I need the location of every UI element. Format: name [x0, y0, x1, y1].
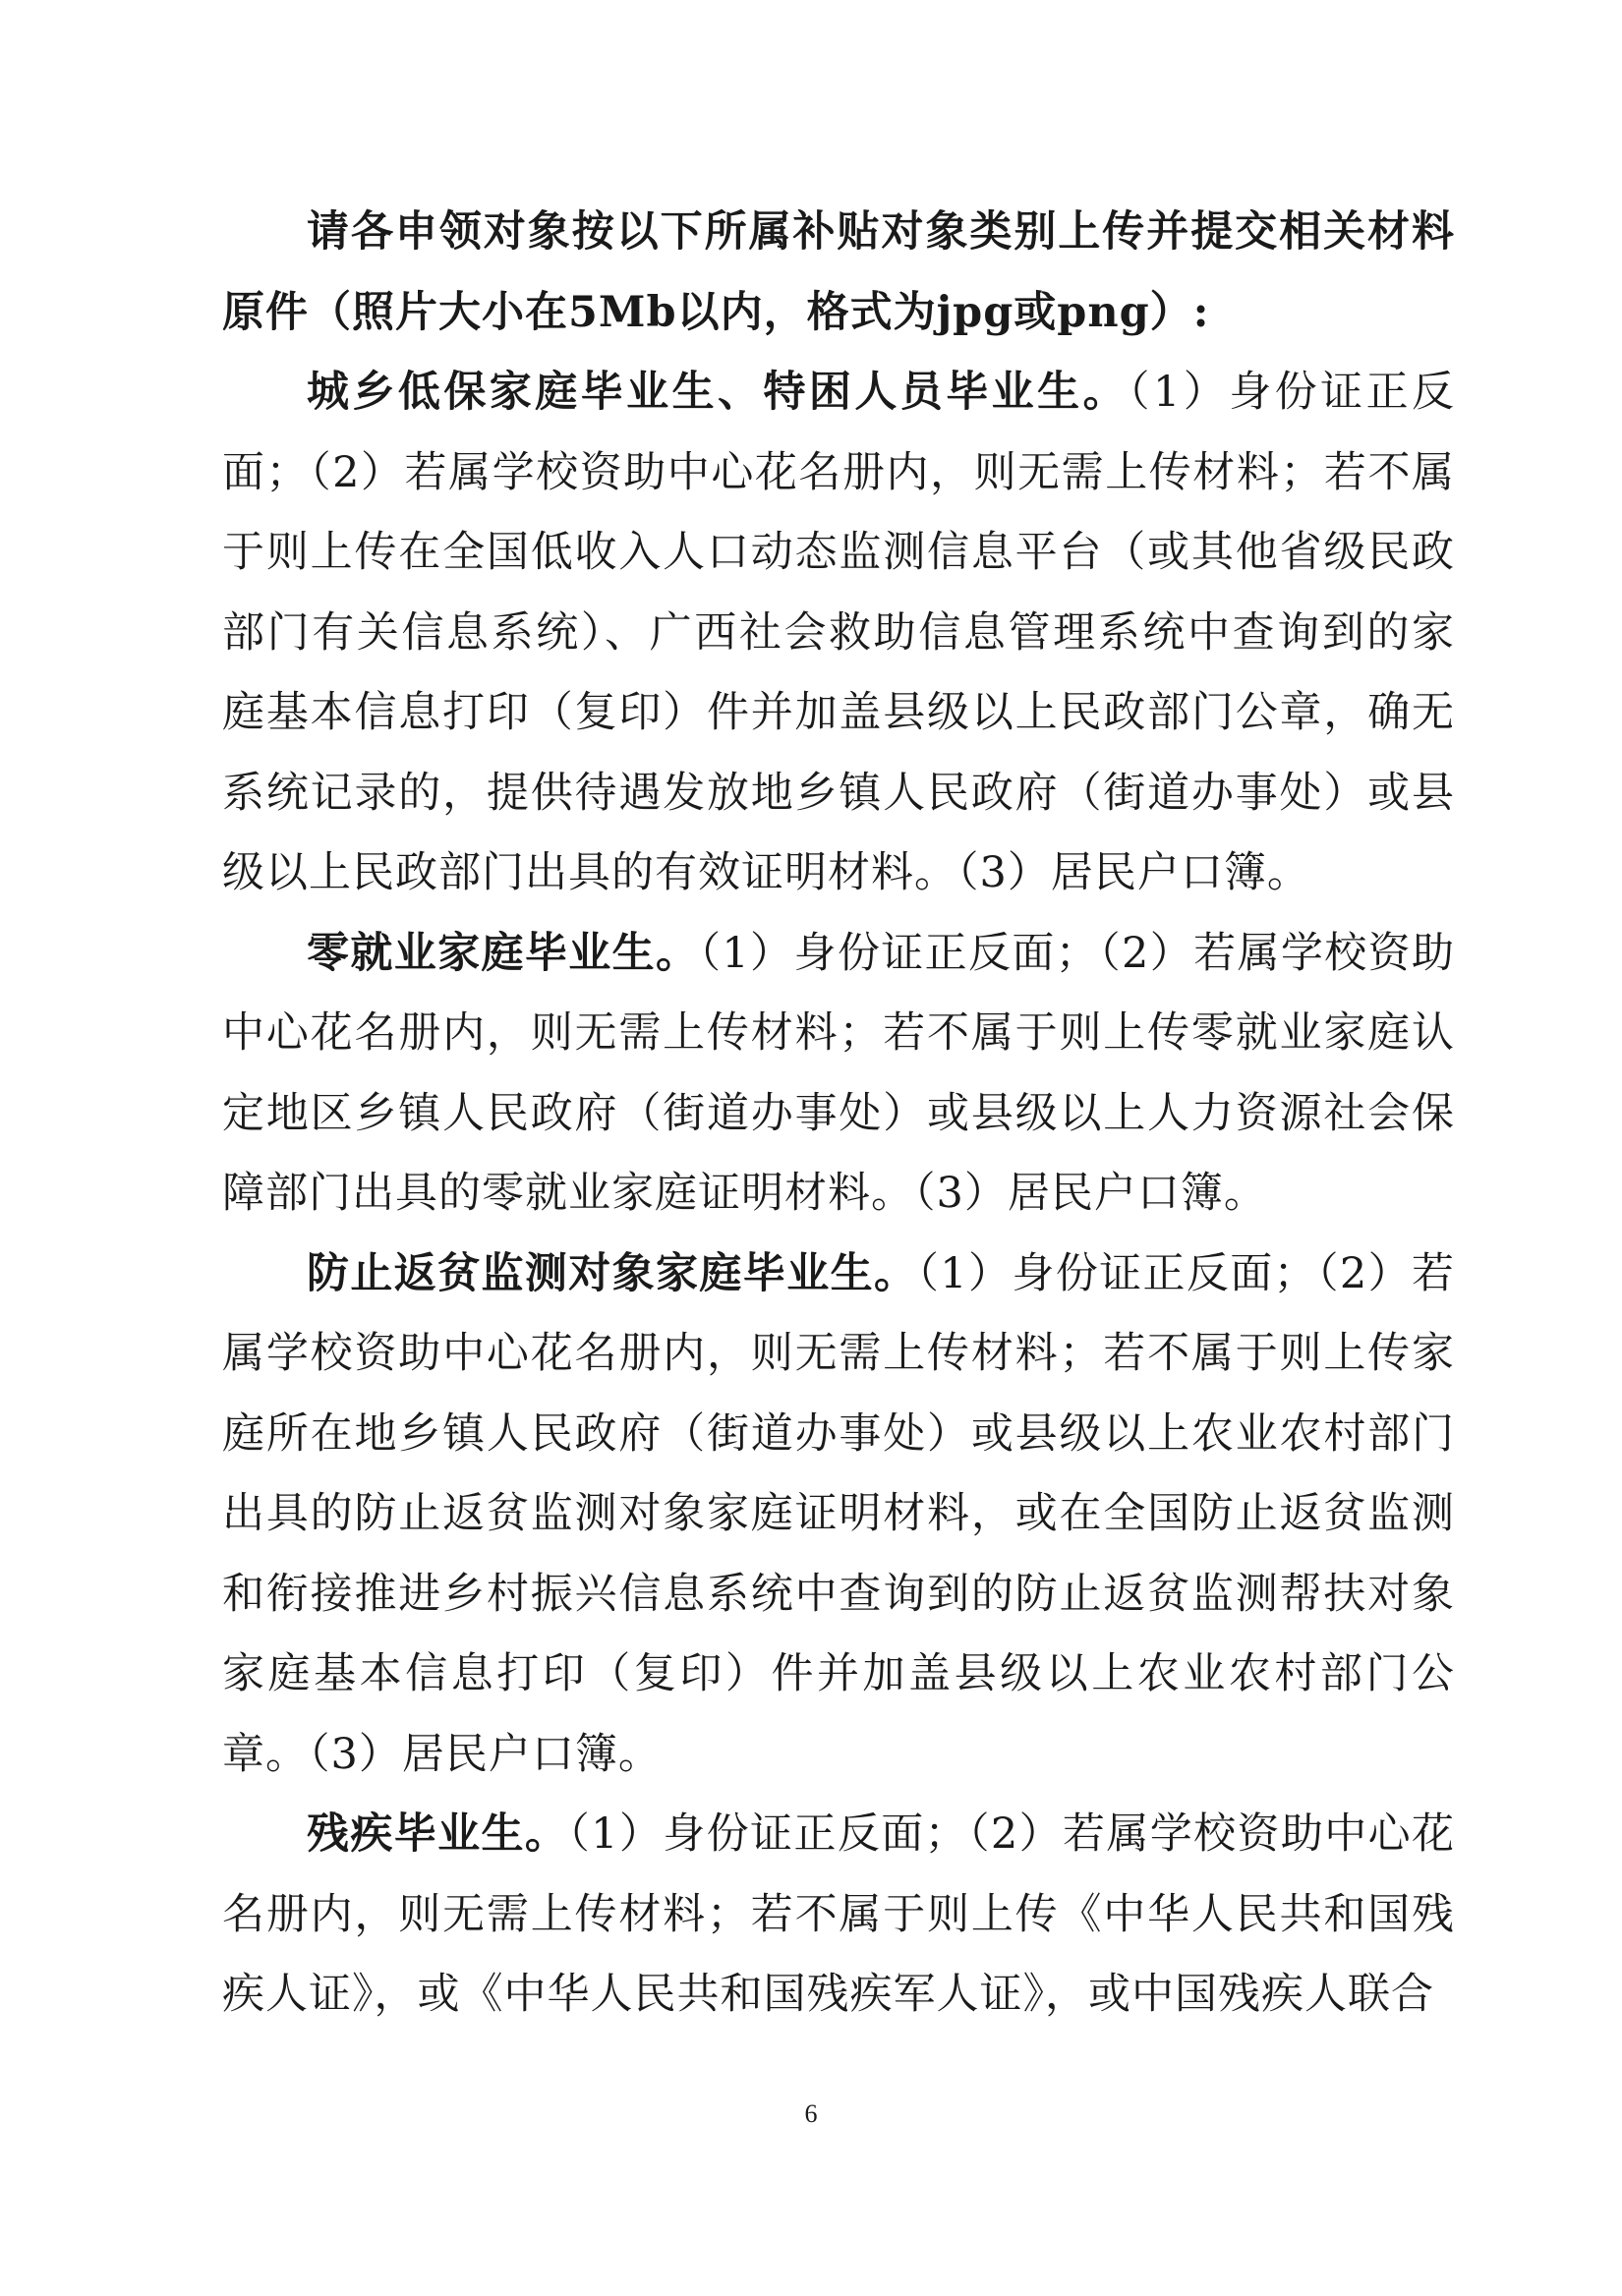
section-paragraph-poverty-monitoring — [222, 1234, 1455, 1796]
section-body-low-income: （1）身份证正反面；（2）若属学校资助中心花名册内，则无需上传材料；若不属于则上传在全国低收入人口动态监测信息平台（或其他省级民政部门有关信息系统）、广西社会救助信息管理系统中查询到的家庭基本信息打印（复印）件并加盖县级以上民政部门公章，确无系统记录的，提供待遇发放地乡镇人民政府（街道办事处）或县级以上民政部门出具的有效证明材料。（3）居民户口簿。 — [222, 368, 1456, 897]
section-body-poverty-monitoring: （1）身份证正反面；（2）若属学校资助中心花名册内，则无需上传材料；若不属于则上传家庭所在地乡镇人民政府（街道办事处）或县级以上农业农村部门出具的防止返贫监测对象家庭证明材料，或在全国防止返贫监测和衔接推进乡村振兴信息系统中查询到的防止返贫监测帮扶对象家庭基本信息打印（复印）件并加盖县级以上农业农村部门公章。（3）居民户口簿。 — [222, 1248, 1456, 1779]
page-number: 6 — [804, 2099, 818, 2128]
section-heading-poverty-monitoring: 防止返贫监测对象家庭毕业生。 — [307, 1248, 918, 1298]
section-heading-low-income: 城乡低保家庭毕业生、特困人员毕业生。 — [307, 368, 1130, 417]
section-body-disabled: （1）身份证正反面；（2）若属学校资助中心花名册内，则无需上传材料；若不属于则上传《中华人民共和国残疾人证》，或《中华人民共和国残疾军人证》，或中国残疾人联合 — [222, 1809, 1456, 2019]
section-heading-zero-employment: 零就业家庭毕业生。 — [307, 928, 700, 978]
section-body-zero-employment: （1）身份证正反面；（2）若属学校资助中心花名册内，则无需上传材料；若不属于则上传零就业家庭认定地区乡镇人民政府（街道办事处）或县级以上人力资源社会保障部门出具的零就业家庭证明材料。（3）居民户口簿。 — [222, 928, 1456, 1218]
intro-paragraph: 请各申领对象按以下所属补贴对象类别上传并提交相关材料原件（照片大小在5Mb以内，格式为jpg或png）: — [222, 207, 1455, 337]
section-paragraph-zero-employment — [222, 914, 1455, 1234]
section-paragraph-disabled — [222, 1795, 1455, 2036]
section-heading-disabled: 残疾毕业生。 — [307, 1809, 569, 1859]
section-paragraph-low-income — [222, 353, 1455, 914]
document-body — [222, 193, 1455, 2036]
